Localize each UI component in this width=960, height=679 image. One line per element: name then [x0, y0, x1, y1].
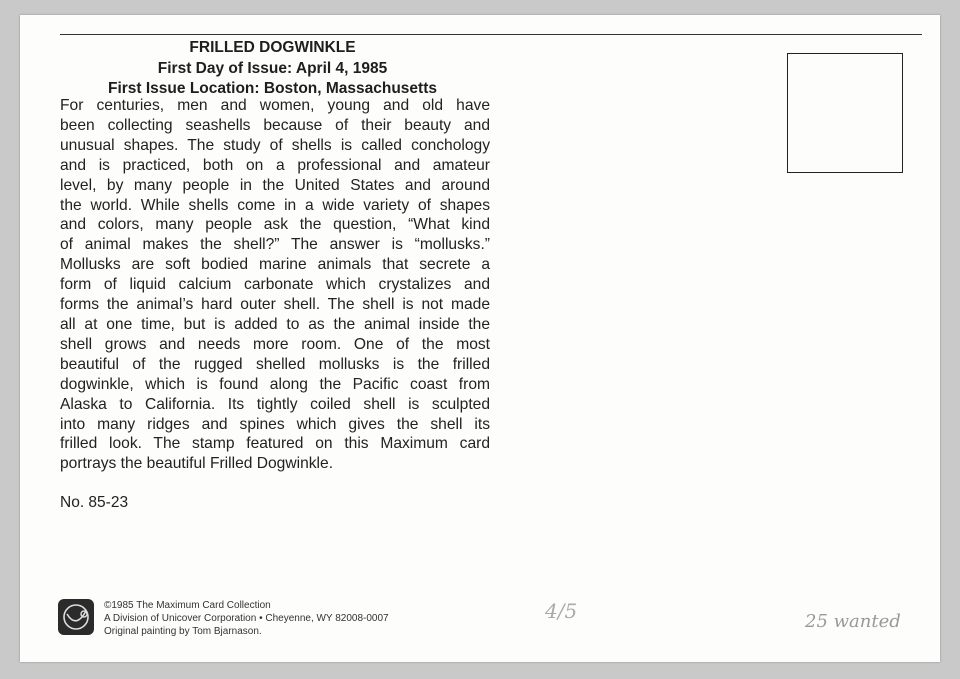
- issue-location: First Issue Location: Boston, Massachusetts: [107, 80, 437, 97]
- header: [60, 38, 485, 100]
- text-line: Alaska to California. Its tightly coiled shell is sculpted: [60, 395, 490, 413]
- text-line: form of liquid calcium carbonate which crystalizes and: [60, 276, 490, 294]
- text-line: and colors, many people ask the question, “What kind: [60, 216, 490, 234]
- text-line: frilled look. The stamp featured on this Maximum card: [60, 435, 490, 453]
- text-line: all at one time, but is added to as the animal inside the: [60, 315, 490, 333]
- text-line: been collecting seashells because of their beauty and: [60, 116, 490, 134]
- postcard-back: [20, 15, 940, 662]
- copyright-line: ©1985 The Maximum Card Collection: [104, 600, 271, 611]
- text-line: level, by many people in the United States and around: [60, 176, 490, 194]
- text-line: into many ridges and spines which gives the shell its: [60, 415, 490, 433]
- text-line: Mollusks are soft bodied marine animals that secrete a: [60, 256, 490, 274]
- text-line: unusual shapes. The study of shells is called conchology: [60, 136, 490, 154]
- text-line: beautiful of the rugged shelled mollusks is the frilled: [60, 355, 490, 373]
- card-number: No. 85-23: [60, 494, 129, 511]
- top-rule: [60, 34, 922, 35]
- stamp-placeholder-box: [787, 53, 903, 173]
- handwritten-note: 25 wanted: [805, 611, 901, 632]
- text-line: shell grows and needs more room. One of the most: [60, 335, 490, 353]
- first-day-of-issue: First Day of Issue: April 4, 1985: [157, 59, 388, 77]
- handwritten-fraction: 4/5: [545, 599, 578, 623]
- unicover-logo-icon: [58, 599, 94, 635]
- text-line: dogwinkle, which is found along the Pacific coast from: [60, 375, 490, 393]
- text-line: forms the animal’s hard outer shell. The shell is not made: [60, 296, 490, 314]
- title: FRILLED DOGWINKLE: [189, 39, 356, 56]
- text-line: For centuries, men and women, young and old have: [60, 97, 490, 114]
- text-line: and is practiced, both on a professional and amateur: [60, 156, 490, 174]
- text-line: the world. While shells come in a wide variety of shapes: [60, 196, 490, 214]
- credits: [104, 599, 389, 638]
- company-line: A Division of Unicover Corporation • Cheyenne, WY 82008-0007: [104, 613, 389, 624]
- description-text: [60, 96, 490, 474]
- text-line: portrays the beautiful Frilled Dogwinkle.: [60, 455, 334, 473]
- text-line: of animal makes the shell?” The answer is “mollusks.”: [60, 236, 490, 254]
- artist-line: Original painting by Tom Bjarnason.: [104, 626, 262, 637]
